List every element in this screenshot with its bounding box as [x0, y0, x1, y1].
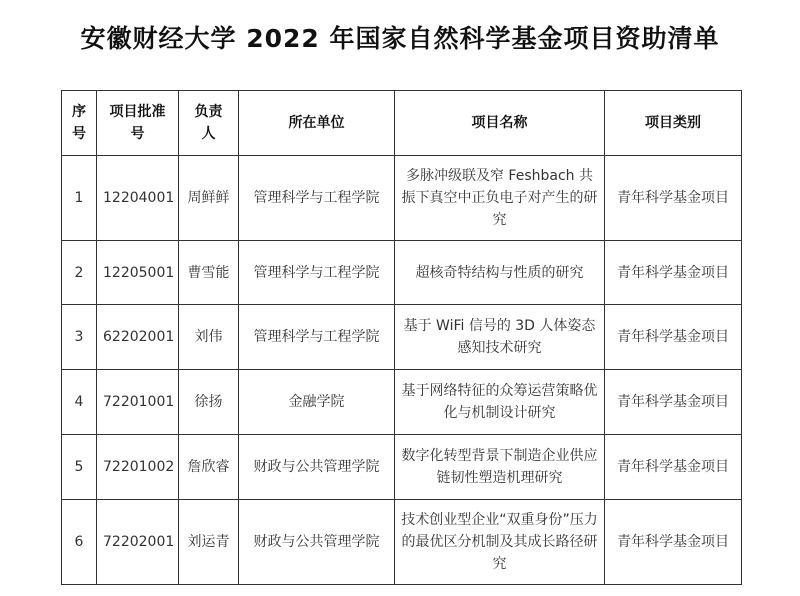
table-row [62, 500, 742, 585]
cell-pi: 刘伟 [179, 305, 239, 370]
cell-category: 青年科学基金项目 [605, 241, 742, 305]
cell-category: 青年科学基金项目 [605, 305, 742, 370]
cell-seq: 2 [62, 241, 97, 305]
cell-approval-no: 72202001 [97, 500, 179, 585]
cell-project-name: 超核奇特结构与性质的研究 [395, 241, 605, 305]
cell-project-name: 基于网络特征的众筹运营策略优化与机制设计研究 [395, 370, 605, 435]
cell-pi: 徐扬 [179, 370, 239, 435]
page-title: 安徽财经大学 2022 年国家自然科学基金项目资助清单 [80, 24, 720, 53]
table-row [62, 241, 742, 305]
table-row [62, 435, 742, 500]
cell-project-name: 多脉冲级联及窄 Feshbach 共振下真空中正负电子对产生的研究 [395, 156, 605, 241]
header-unit: 所在单位 [239, 91, 395, 156]
table-header-row [62, 91, 742, 156]
cell-pi: 刘运青 [179, 500, 239, 585]
cell-unit: 管理科学与工程学院 [239, 241, 395, 305]
cell-pi: 曹雪能 [179, 241, 239, 305]
header-approval-line1: 项目批准 [109, 104, 166, 120]
cell-project-name: 数字化转型背景下制造企业供应链韧性塑造机理研究 [395, 435, 605, 500]
header-category: 项目类别 [605, 91, 742, 156]
cell-approval-no: 72201001 [97, 370, 179, 435]
cell-seq: 6 [62, 500, 97, 585]
cell-seq: 5 [62, 435, 97, 500]
header-pi-line2: 人 [201, 126, 216, 142]
table-row [62, 370, 742, 435]
cell-approval-no: 72201002 [97, 435, 179, 500]
cell-approval-no: 12204001 [97, 156, 179, 241]
header-approval-no [97, 91, 179, 156]
header-seq-line1: 序 [72, 104, 86, 120]
table-row [62, 305, 742, 370]
header-approval-line2: 号 [130, 126, 145, 142]
cell-pi: 周鲜鲜 [179, 156, 239, 241]
table-row [62, 156, 742, 241]
cell-category: 青年科学基金项目 [605, 370, 742, 435]
cell-seq: 4 [62, 370, 97, 435]
cell-unit: 管理科学与工程学院 [239, 305, 395, 370]
cell-project-name: 基于 WiFi 信号的 3D 人体姿态感知技术研究 [395, 305, 605, 370]
header-seq-line2: 号 [72, 126, 86, 142]
cell-seq: 1 [62, 156, 97, 241]
cell-approval-no: 62202001 [97, 305, 179, 370]
cell-seq: 3 [62, 305, 97, 370]
cell-category: 青年科学基金项目 [605, 435, 742, 500]
cell-unit: 财政与公共管理学院 [239, 435, 395, 500]
header-seq [62, 91, 97, 156]
cell-unit: 管理科学与工程学院 [239, 156, 395, 241]
cell-category: 青年科学基金项目 [605, 500, 742, 585]
header-pi-line1: 负责 [194, 104, 223, 120]
cell-approval-no: 12205001 [97, 241, 179, 305]
cell-project-name: 技术创业型企业“双重身份”压力的最优区分机制及其成长路径研究 [395, 500, 605, 585]
cell-unit: 金融学院 [239, 370, 395, 435]
header-pi [179, 91, 239, 156]
header-project-name: 项目名称 [395, 91, 605, 156]
grant-table [61, 90, 742, 585]
cell-unit: 财政与公共管理学院 [239, 500, 395, 585]
cell-pi: 詹欣睿 [179, 435, 239, 500]
cell-category: 青年科学基金项目 [605, 156, 742, 241]
